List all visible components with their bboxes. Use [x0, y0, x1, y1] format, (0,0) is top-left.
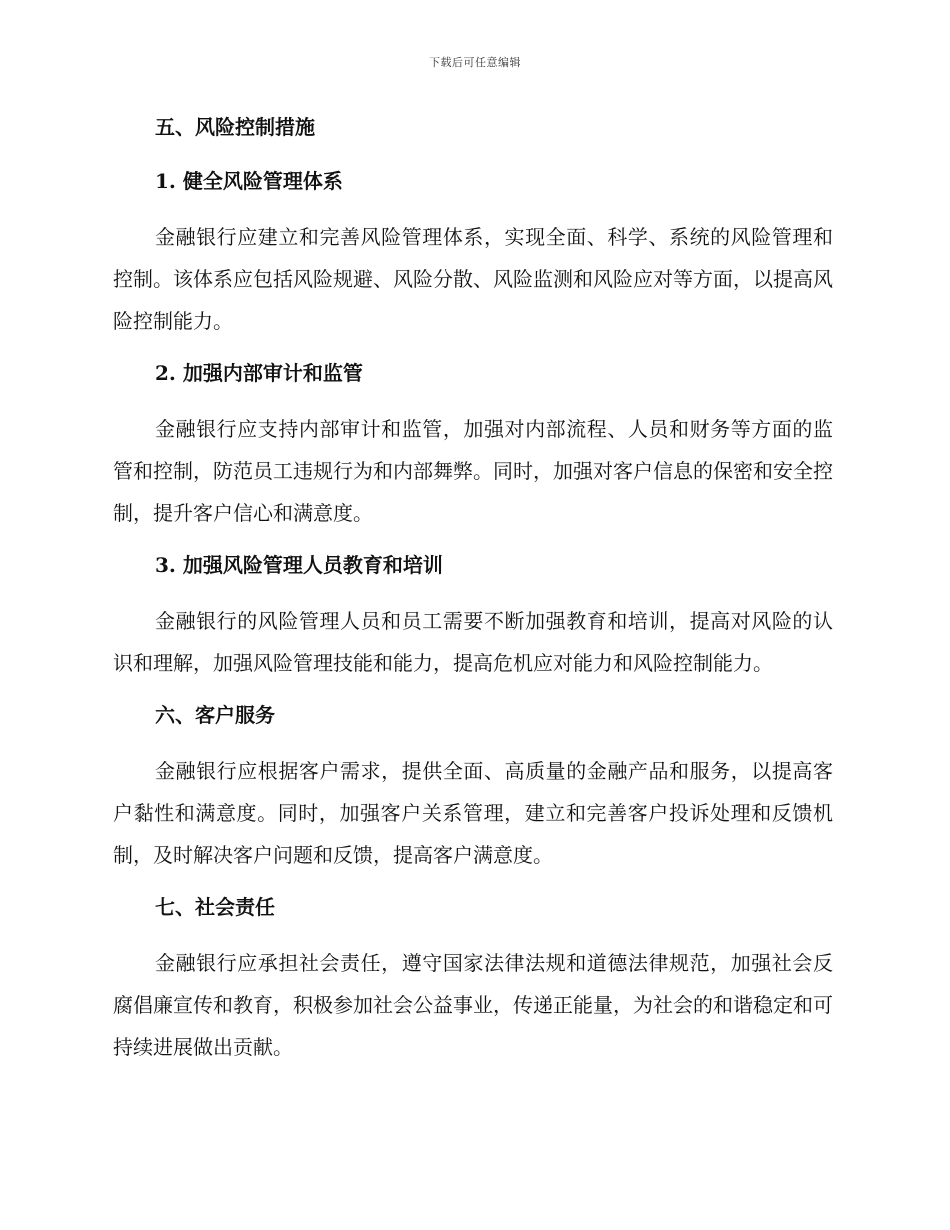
paragraph-social-responsibility: 金融银行应承担社会责任，遵守国家法律法规和道德法律规范，加强社会反腐倡廉宣传和教育，积极参加社会公益事业，传递正能量，为社会的和谐稳定和可持续进展做出贡献。: [113, 951, 833, 1059]
paragraph-2: 金融银行应支持内部审计和监管，加强对内部流程、人员和财务等方面的监管和控制，防范员工违规行为和内部舞弊。同时，加强对客户信息的保密和安全控制，提升客户信心和满意度。: [113, 417, 833, 525]
paragraph-1: 金融银行应建立和完善风险管理体系，实现全面、科学、系统的风险管理和控制。该体系应包括风险规避、风险分散、风险监测和风险应对等方面，以提高风险控制能力。: [113, 225, 833, 333]
document-body: [113, 108, 833, 1080]
section-heading-social-responsibility: 七、社会责任: [155, 895, 275, 919]
page-header-note: 下载后可任意编辑: [429, 56, 521, 69]
paragraph-3: 金融银行的风险管理人员和员工需要不断加强教育和培训，提高对风险的认识和理解，加强风险管理技能和能力，提高危机应对能力和风险控制能力。: [113, 609, 833, 675]
subsection-heading-3: 3. 加强风险管理人员教育和培训: [155, 553, 443, 577]
paragraph-customer-service: 金融银行应根据客户需求，提供全面、高质量的金融产品和服务，以提高客户黏性和满意度。同时，加强客户关系管理，建立和完善客户投诉处理和反馈机制，及时解决客户问题和反馈，提高客户满意度。: [113, 759, 833, 867]
section-heading-customer-service: 六、客户服务: [155, 703, 275, 727]
subsection-heading-2: 2. 加强内部审计和监管: [155, 361, 363, 385]
section-heading-risk-control: 五、风险控制措施: [155, 115, 315, 139]
subsection-heading-1: 1. 健全风险管理体系: [155, 169, 343, 193]
